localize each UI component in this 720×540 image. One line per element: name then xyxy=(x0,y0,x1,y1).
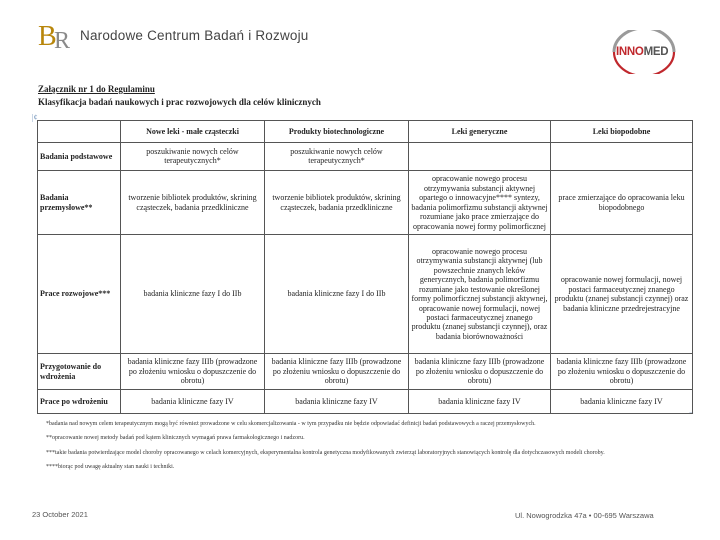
footer-date: 23 October 2021 xyxy=(32,510,88,519)
table-cell: poszukiwanie nowych celów terapeutycznych* xyxy=(265,143,409,171)
table-cell: badania kliniczne fazy I do IIb xyxy=(121,235,265,353)
attachment-subtitle: Klasyfikacja badań naukowych i prac rozwojowych dla celów klinicznych xyxy=(38,97,321,107)
table-cell: badania kliniczne fazy IV xyxy=(409,390,551,414)
footnote: ***takie badania potwierdzające model choroby opracowanego w celach komercyjnych, eksperymentalna kontrola genetyczna modyfikowanych zwierząt laboratoryjnych stanowiących kontrolę dla dotychczasowych modeli choroby. xyxy=(46,449,605,456)
footnotes xyxy=(46,420,686,477)
table-cell: tworzenie bibliotek produktów, skrining cząsteczek, badania przedkliniczne xyxy=(121,170,265,235)
table-row xyxy=(38,170,693,235)
innomed-logo xyxy=(596,30,692,74)
side-mark: = xyxy=(689,409,694,418)
table-cell: badania kliniczne fazy IIIb (prowadzone po złożeniu wniosku o dopuszczenie do obrotu) xyxy=(265,353,409,390)
row-label: Przygotowanie do wdrożenia xyxy=(38,353,121,390)
footer-address: Ul. Nowogrodzka 47a • 00-695 Warszawa xyxy=(515,511,654,520)
innomed-wordmark: INNOMED xyxy=(616,46,669,58)
table-row xyxy=(38,353,693,390)
table-cell: poszukiwanie nowych celów terapeutycznych* xyxy=(121,143,265,171)
table-cell: badania kliniczne fazy IIIb (prowadzone po złożeniu wniosku o dopuszczenie do obrotu) xyxy=(551,353,693,390)
footnote: *badania nad nowym celem terapeutycznym mogą być również prowadzone w celu skomercjalizowania - w tym przypadku nie będzie odpowiadać definicji badań podstawowych a raczej przemysłowych. xyxy=(46,421,536,427)
corner-mark: |¢ xyxy=(32,113,38,122)
row-label: Badania podstawowe xyxy=(38,143,121,171)
table-header-row xyxy=(38,121,693,143)
table-cell: opracowanie nowego procesu otrzymywania substancji aktywnej (lub powszechnie znanych leków generycznych, badania polimorfizmu rozumiane jako testowanie określonej formy polimorficznej substancji aktywnej, opracowanie nowej formulacji, nowej postaci farmaceutycznej znanego produktu (znanej substancji czynnej), oraz badania biorównoważności xyxy=(409,235,551,353)
footnote: ****biorąc pod uwagę aktualny stan nauki i techniki. xyxy=(46,463,175,470)
row-label: Prace rozwojowe*** xyxy=(38,235,121,353)
table-cell: badania kliniczne fazy I do IIb xyxy=(265,235,409,353)
header-cell: Leki generyczne xyxy=(409,121,551,143)
header-cell: Produkty biotechnologiczne xyxy=(265,121,409,143)
header-cell-empty xyxy=(38,121,121,143)
table-cell: opracowanie nowej formulacji, nowej postaci farmaceutycznej znanego produktu (znanej substancji czynnej) oraz badania kliniczne przedrejestracyjne xyxy=(551,235,693,353)
table-cell xyxy=(409,143,551,171)
table-cell: tworzenie bibliotek produktów, skrining cząsteczek, badania przedkliniczne xyxy=(265,170,409,235)
row-label: Prace po wdrożeniu xyxy=(38,390,121,414)
classification-table xyxy=(37,120,693,414)
table-cell: opracowanie nowego procesu otrzymywania substancji aktywnej opartego o innowacyjne**** syntezy, badania polimorfizmu substancji aktywnej rozumiane jako prace zmierzające do opracowania nowej formy polimorficznej xyxy=(409,170,551,235)
table-row xyxy=(38,143,693,171)
attachment-title: Załącznik nr 1 do Regulaminu xyxy=(38,84,155,94)
ncbr-logo-icon xyxy=(38,20,78,52)
table-cell: badania kliniczne fazy IIIb (prowadzone po złożeniu wniosku o dopuszczenie do obrotu) xyxy=(121,353,265,390)
header-title: Narodowe Centrum Badań i Rozwoju xyxy=(80,28,309,43)
header-cell: Leki biopodobne xyxy=(551,121,693,143)
table-cell xyxy=(551,143,693,171)
table-cell: prace zmierzające do opracowania leku biopodobnego xyxy=(551,170,693,235)
svg-text:B: B xyxy=(38,21,57,52)
svg-text:R: R xyxy=(54,28,71,52)
table-row xyxy=(38,235,693,353)
table-cell: badania kliniczne fazy IV xyxy=(265,390,409,414)
table-cell: badania kliniczne fazy IIIb (prowadzone po złożeniu wniosku o dopuszczenie do obrotu) xyxy=(409,353,551,390)
header-cell: Nowe leki - małe cząsteczki xyxy=(121,121,265,143)
footnote: **opracowanie nowej metody badań pod kątem klinicznych wymagań prawa farmakologicznego i nadzoru. xyxy=(46,435,305,442)
table-row xyxy=(38,390,693,414)
table-cell: badania kliniczne fazy IV xyxy=(551,390,693,414)
table-cell: badania kliniczne fazy IV xyxy=(121,390,265,414)
row-label: Badania przemysłowe** xyxy=(38,170,121,235)
